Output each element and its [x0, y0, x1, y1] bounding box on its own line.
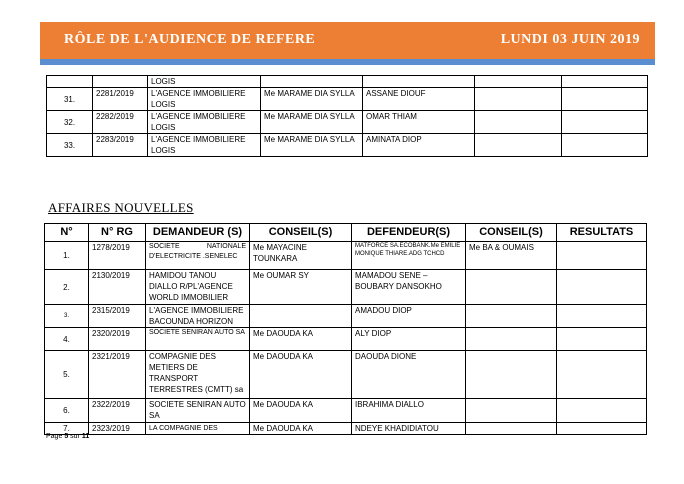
rg-cell: 2315/2019 — [89, 305, 146, 328]
defendeur-cell: MATFORCE SA.ECOBANK.Me EMILIE MONIQUE THIARE.ADG TCHCD — [352, 242, 466, 270]
demandeur-cell: L'AGENCE IMMOBILIERE LOGIS — [148, 88, 261, 111]
table-row — [47, 134, 648, 157]
demandeur-cell: LA COMPAGNIE DES — [146, 423, 250, 435]
demandeur-cell: L'AGENCE IMMOBILIERE BACOUNDA HORIZON — [146, 305, 250, 328]
conseil2-cell: Me BA & OUMAIS — [466, 242, 557, 270]
table-row — [45, 270, 647, 305]
table-row — [47, 111, 648, 134]
demandeur-cell: HAMIDOU TANOU DIALLO R/PL'AGENCE WORLD IMMOBILIER — [146, 270, 250, 305]
resultat-cell — [562, 134, 648, 157]
conseil2-cell — [475, 76, 562, 88]
num-cell: 7. — [45, 423, 89, 435]
table-row — [45, 328, 647, 351]
conseil2-cell — [475, 111, 562, 134]
conseil-cell: Me DAOUDA KA — [250, 423, 352, 435]
num-cell: 31. — [47, 88, 93, 111]
num-cell: 2. — [45, 270, 89, 305]
column-header: DEFENDEUR(S) — [352, 224, 466, 242]
conseil-cell — [250, 305, 352, 328]
column-header: N° — [45, 224, 89, 242]
conseil-cell: Me OUMAR SY — [250, 270, 352, 305]
defendeur-cell: ASSANE DIOUF — [363, 88, 475, 111]
rg-cell: 2320/2019 — [89, 328, 146, 351]
conseil2-cell — [466, 399, 557, 423]
section-title: AFFAIRES NOUVELLES — [48, 200, 194, 215]
num-cell: 1. — [45, 242, 89, 270]
conseil-cell: Me DAOUDA KA — [250, 399, 352, 423]
defendeur-cell: OMAR THIAM — [363, 111, 475, 134]
resultat-cell — [562, 111, 648, 134]
document-title: RÔLE DE L'AUDIENCE DE REFERE — [64, 32, 316, 47]
table-row — [45, 242, 647, 270]
conseil-cell: Me DAOUDA KA — [250, 328, 352, 351]
conseil2-cell — [475, 88, 562, 111]
new-cases-table — [44, 223, 647, 435]
page-total: 11 — [81, 433, 90, 440]
table-row — [47, 88, 648, 111]
defendeur-cell — [363, 76, 475, 88]
num-cell: 33. — [47, 134, 93, 157]
rg-cell: 2281/2019 — [93, 88, 148, 111]
page-number: 5 — [64, 433, 69, 440]
demandeur-cell: SOCIETE SENIRAN AUTO SA — [146, 399, 250, 423]
demandeur-cell: LOGIS — [148, 76, 261, 88]
demandeur-cell: L'AGENCE IMMOBILIERE LOGIS — [148, 111, 261, 134]
num-cell: 6. — [45, 399, 89, 423]
defendeur-cell: ALY DIOP — [352, 328, 466, 351]
conseil2-cell — [475, 134, 562, 157]
column-header: CONSEIL(S) — [250, 224, 352, 242]
column-header: DEMANDEUR (S) — [146, 224, 250, 242]
column-header: N° RG — [89, 224, 146, 242]
rg-cell: 2130/2019 — [89, 270, 146, 305]
resultat-cell — [557, 305, 647, 328]
resultat-cell — [557, 242, 647, 270]
defendeur-cell: AMADOU DIOP — [352, 305, 466, 328]
rg-cell: 2321/2019 — [89, 351, 146, 399]
defendeur-cell: DAOUDA DIONE — [352, 351, 466, 399]
rg-cell: 2282/2019 — [93, 111, 148, 134]
resultat-cell — [557, 423, 647, 435]
defendeur-cell: IBRAHIMA DIALLO — [352, 399, 466, 423]
conseil-cell: Me MARAME DIA SYLLA — [261, 111, 363, 134]
resultat-cell — [557, 270, 647, 305]
resultat-cell — [557, 328, 647, 351]
table-row — [45, 399, 647, 423]
conseil2-cell — [466, 423, 557, 435]
conseil2-cell — [466, 270, 557, 305]
demandeur-cell: SOCIETE SENIRAN AUTO SA — [146, 328, 250, 351]
hearing-date: LUNDI 03 JUIN 2019 — [500, 32, 640, 47]
table-row — [45, 305, 647, 328]
table-row — [47, 76, 648, 88]
column-header: RESULTATS — [557, 224, 647, 242]
demandeur-cell: L'AGENCE IMMOBILIERE LOGIS — [148, 134, 261, 157]
resultat-cell — [557, 399, 647, 423]
demandeur-cell: COMPAGNIE DES METIERS DE TRANSPORT TERRESTRES (CMTT) sa — [146, 351, 250, 399]
num-cell: 4. — [45, 328, 89, 351]
conseil2-cell — [466, 351, 557, 399]
page-footer — [46, 433, 89, 440]
resultat-cell — [562, 76, 648, 88]
rg-cell: 1278/2019 — [89, 242, 146, 270]
demandeur-cell: SOCIETE NATIONALE D'ELECTRICITE .SENELEC — [146, 242, 250, 270]
num-cell: 5. — [45, 351, 89, 399]
conseil-cell: Me MAYACINE TOUNKARA — [250, 242, 352, 270]
rg-cell — [93, 76, 148, 88]
rg-cell: 2322/2019 — [89, 399, 146, 423]
defendeur-cell: MAMADOU SENE – BOUBARY DANSOKHO — [352, 270, 466, 305]
conseil2-cell — [466, 328, 557, 351]
continued-table — [46, 75, 648, 157]
defendeur-cell: NDEYE KHADIDIATOU — [352, 423, 466, 435]
num-cell: 32. — [47, 111, 93, 134]
table-row — [45, 423, 647, 435]
num-cell — [47, 76, 93, 88]
resultat-cell — [557, 351, 647, 399]
conseil-cell — [261, 76, 363, 88]
resultat-cell — [562, 88, 648, 111]
column-header: CONSEIL(S) — [466, 224, 557, 242]
conseil-cell: Me MARAME DIA SYLLA — [261, 134, 363, 157]
conseil2-cell — [466, 305, 557, 328]
conseil-cell: Me DAOUDA KA — [250, 351, 352, 399]
header-row — [45, 224, 647, 242]
header-stripe — [40, 59, 655, 65]
conseil-cell: Me MARAME DIA SYLLA — [261, 88, 363, 111]
num-cell: 3. — [45, 305, 89, 328]
defendeur-cell: AMINATA DIOP — [363, 134, 475, 157]
table-row — [45, 351, 647, 399]
page-word: Page — [46, 433, 63, 440]
rg-cell: 2323/2019 — [89, 423, 146, 435]
page-sur: sur — [70, 433, 80, 440]
rg-cell: 2283/2019 — [93, 134, 148, 157]
